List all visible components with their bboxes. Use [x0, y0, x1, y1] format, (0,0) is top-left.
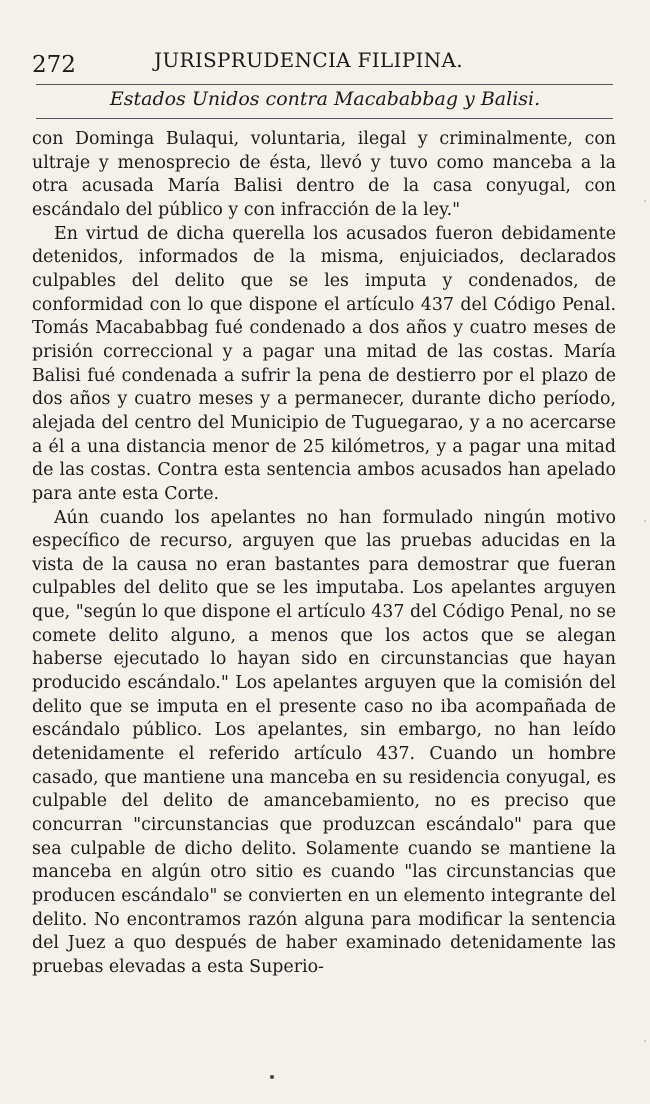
edge-speck — [644, 200, 646, 202]
page-header — [32, 46, 617, 80]
paragraph-2: En virtud de dicha querella los acusados fueron debidamente detenidos, informados de la misma, enjuiciados, declarados culpables del delito que se les imputa y condenados, de conformidad con lo que dispone el artículo 437 del Código Penal. Tomás Macababbag fué condenado a dos años y cuatro meses de prisión correccional y a pagar una mitad de las costas. María Balisi fué condenada a sufrir la pena de destierro por el plazo de dos años y cuatro meses y a permanecer, durante dicho período, alejada del centro del Municipio de Tuguegarao, y a no acercarse a él a una distancia menor de 25 kilómetros, y a pagar una mitad de las costas. Contra esta sentencia ambos acusados han apelado para ante esta Corte. — [32, 223, 616, 504]
paragraph-1: con Dominga Bulaqui, voluntaria, ilegal y criminalmente, con ultraje y menosprecio de ésta, llevó y tuvo como manceba a la otra acusada María Balisi dentro de la casa conyugal, con escándalo del público y con infracción de la ley." — [32, 129, 616, 220]
body-text — [32, 128, 616, 980]
page-number: 272 — [32, 52, 76, 78]
edge-speck — [644, 520, 646, 522]
edge-speck — [644, 1040, 646, 1042]
paragraph-3: Aún cuando los apelantes no han formulado ningún motivo específico de recurso, arguyen que las pruebas aducidas en la vista de la causa no eran bastantes para demostrar que fueran culpables del delito que se les imputaba. Los apelantes arguyen que, "según lo que dispone el artículo 437 del Código Penal, no se comete delito alguno, a menos que los actos que se alegan haberse ejecutado lo hayan sido en circunstancias que hayan producido escándalo." Los apelantes arguyen que la comisión del delito que se imputa en el presente caso no iba acompañada de escándalo público. Los apelantes, sin embargo, no han leído detenidamente el referido artículo 437. Cuando un hombre casado, que mantiene una manceba en su residencia conyugal, es culpable del delito de amancebamiento, no es preciso que concurran "circunstancias que produzcan escándalo" para que sea culpable de dicho delito. Solamente cuando se mantiene la manceba en algún otro sitio es cuando "las circunstancias que producen escándalo" se convierten en un elemento integrante del delito. No encontramos razón alguna para modificar la sentencia del Juez a quo después de haber examinado detenidamente las pruebas elevadas a esta Superio- — [32, 507, 616, 977]
case-title: Estados Unidos contra Macababbag y Balisi. — [109, 88, 541, 110]
header-rule-bottom — [36, 118, 613, 119]
page-dot-mark — [270, 1075, 274, 1079]
running-title: JURISPRUDENCIA FILIPINA. — [154, 48, 463, 72]
header-rule-top — [36, 84, 613, 85]
